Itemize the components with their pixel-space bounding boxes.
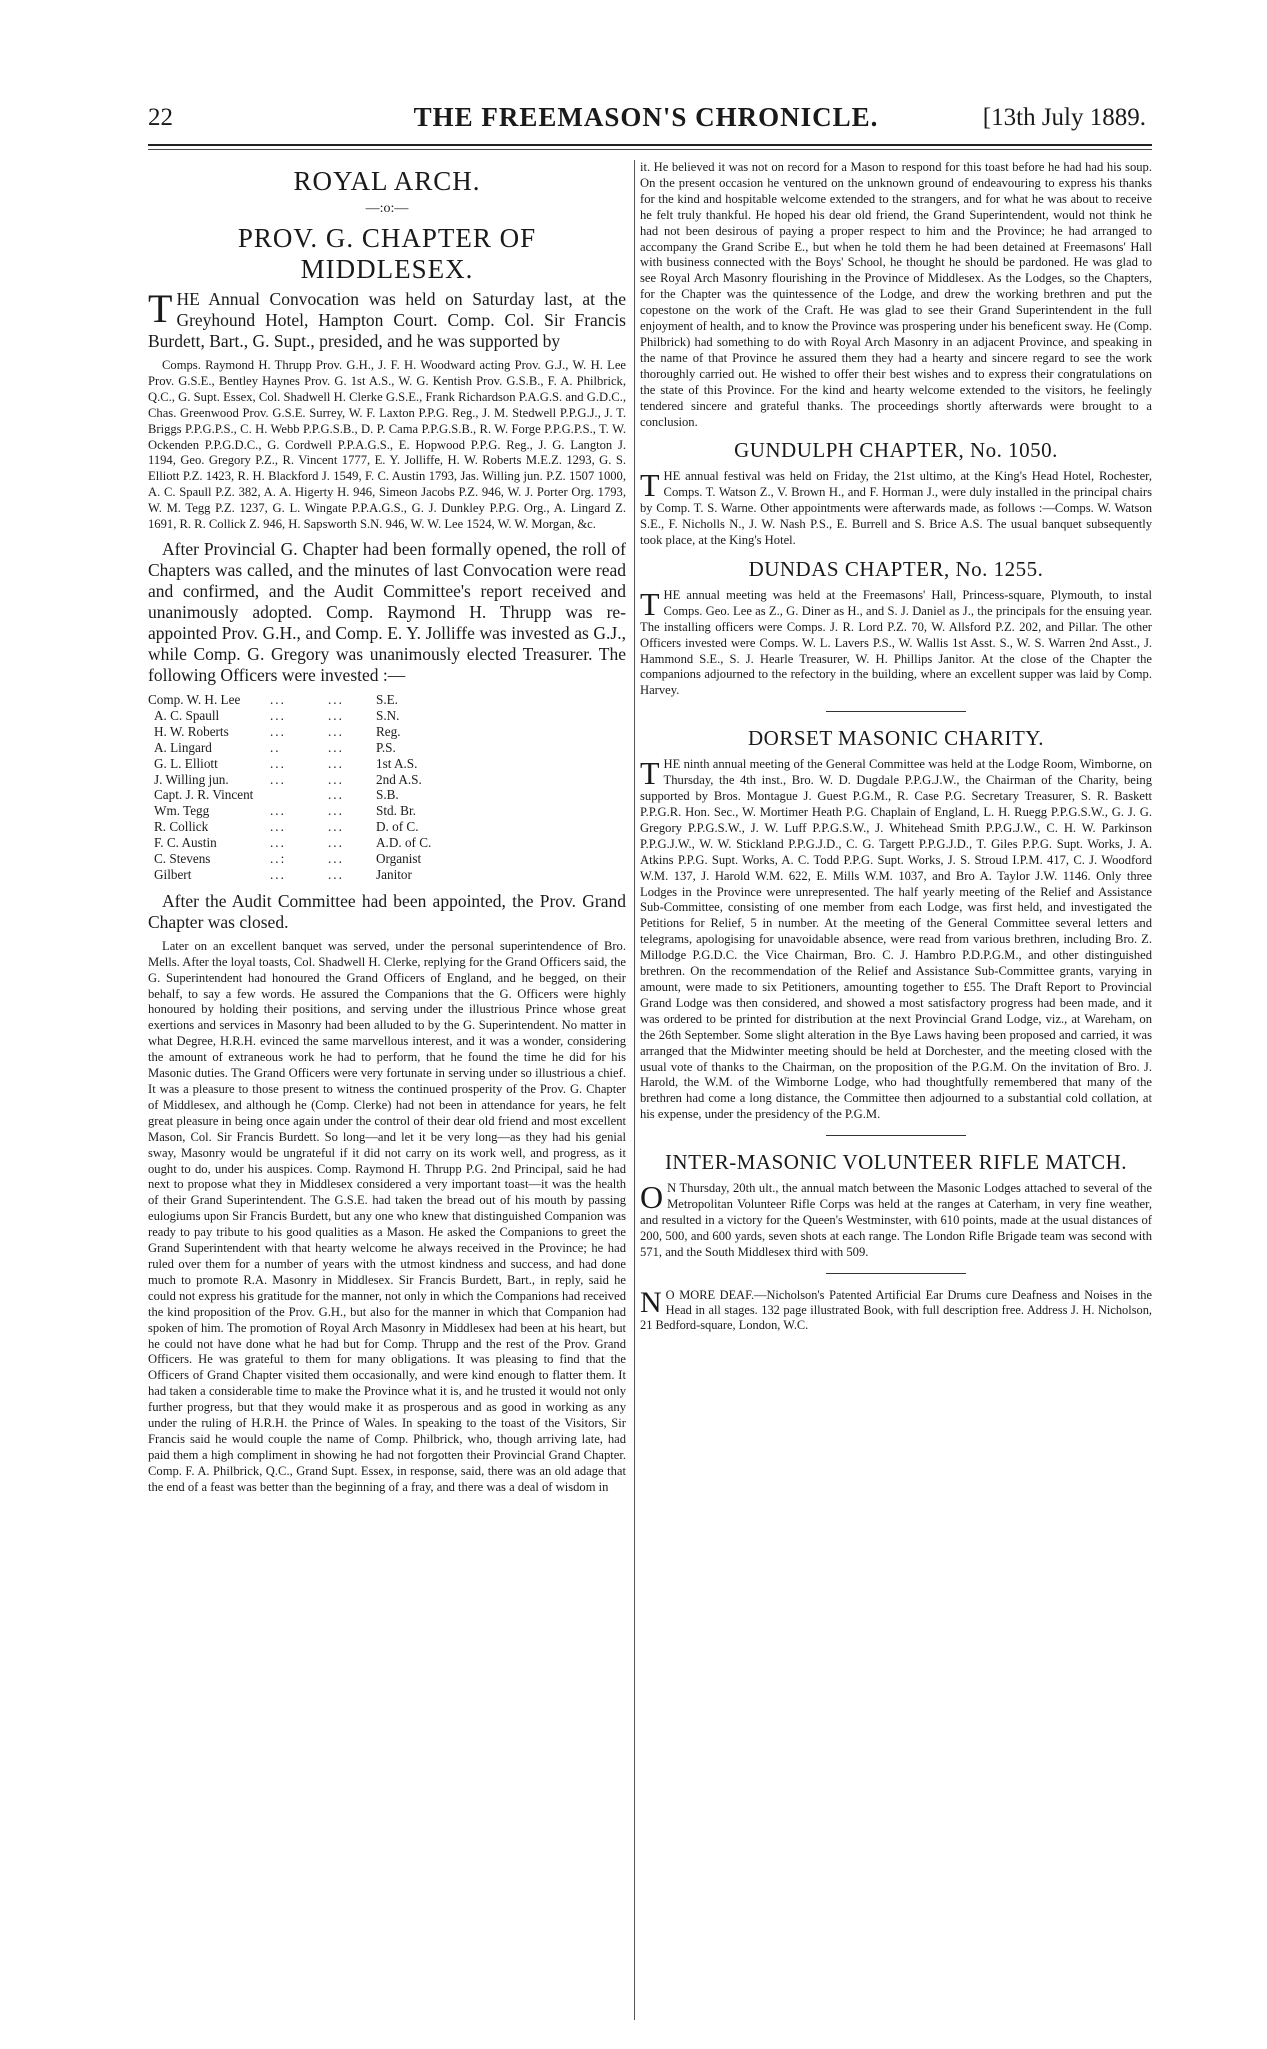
- chapter-proceedings: After Provincial G. Chapter had been formally opened, the roll of Chapters was called, and the minutes of last Convocation were read and confirmed, and the Audit Committee's report received and unanimously adopted. Comp. Raymond H. Thrupp was re-appointed Prov. G.H., and Comp. E. Y. Jolliffe was invested as G.J., while Comp. G. Gregory was unanimously elected Treasurer. The following Officers were invested :—: [148, 538, 626, 685]
- leader-dots: ...: [270, 803, 286, 819]
- officer-role: Std. Br.: [376, 803, 416, 819]
- officer-role: S.E.: [376, 691, 398, 707]
- dorset-report: [640, 757, 1152, 1123]
- article-title: PROV. G. CHAPTER OF MIDDLESEX.: [237, 223, 537, 284]
- drop-cap: T: [148, 286, 173, 331]
- banquet-report-continued: it. He believed it was not on record for a Mason to respond for this toast before he had had his soup. On the present occasion he ventured on the unknown ground of endeavouring to express his thanks for the kind and hospitable welcome extended to the strangers, and for what he was about to receive he felt truly thankful. He hoped his dear old friend, the Grand Superintendent, would not think he had not been desirous of paying a proper respect to him and the Province; he had arranged to accompany the Grand Scribe E., but when he told them he had been detained at Freemasons' Hall with business connected with the Boys' School, he thought he should be pardoned. He was glad to see Royal Arch Masonry flourishing in the Province of Middlesex. As the Lodges, so the Chapters, for the Chapter was the quintessence of the Lodge, and drew the working brethren and put the copestone on the work of the Craft. He was glad to see their Grand Superintendent in the full enjoyment of health, and to know the Province was prospering under his beneficent sway. He (Comp. Philbrick) had something to do with Royal Arch Masonry in an adjacent Province, and speaking in the name of that Province he assured them they had a hearty and sincere regard to see the work thoroughly carried out. He wished to offer their best wishes and to express their congratulations on the state of this Province. For the kind and hearty welcome extended to the visitors, he feelingly tendered sincere and grateful thanks. The proceedings shortly afterwards were brought to a conclusion.: [640, 160, 1152, 429]
- leader-dots: ...: [270, 755, 286, 771]
- left-column: [148, 160, 626, 1502]
- officers-table: [148, 692, 626, 883]
- leader-dots: ..: [270, 739, 281, 755]
- section-divider: [826, 1135, 966, 1136]
- page-number: 22: [148, 104, 173, 131]
- advertisement: [640, 1285, 1152, 1333]
- newspaper-title: THE FREEMASON'S CHRONICLE.: [413, 102, 879, 132]
- ornament: —:o:—: [365, 201, 409, 216]
- issue-date: [13th July 1889.: [982, 104, 1146, 131]
- leader-dots: ...: [328, 851, 344, 867]
- rifle-match-report: [640, 1181, 1152, 1261]
- officer-name: Capt. J. R. Vincent: [154, 787, 254, 803]
- masthead-rule: [148, 144, 1152, 146]
- leader-dots: ..:: [270, 851, 287, 867]
- officer-role: S.N.: [376, 707, 400, 723]
- leader-dots: ...: [328, 835, 344, 851]
- leader-dots: ...: [328, 803, 344, 819]
- officer-role: Reg.: [376, 723, 401, 739]
- officer-name: H. W. Roberts: [154, 723, 229, 739]
- section-title: ROYAL ARCH.: [293, 166, 481, 196]
- banquet-report: Later on an excellent banquet was served, under the personal superintendence of Bro. Mells. After the loyal toasts, Col. Shadwell H. Clerke, replying for the Grand Officers said, the G. Superintendent had honoured the Grand Officers of England, and he begged, on their behalf, to say a few words. He assured the Companions that the G. Officers were highly honoured by holding their positions, and serving under the illustrious Prince whose great exertions and services in Masonry had been alluded to by the G. Superintendent. No matter in what Degree, H.R.H. evinced the same marvellous interest, and it was a wonder, considering the amount of extraneous work he had to perform, that he found the time he did for his Masonic duties. The Grand Officers were very fortunate in serving under so illustrious a chief. It was a pleasure to those present to witness the continued prosperity of the Prov. G. Chapter of Middlesex, and although he (Comp. Clerke) had not been in attendance for years, he felt great pleasure in being once again under the control of their dear old friend and most excellent Mason, Col. Sir Francis Burdett. So long—and let it be very long—as they had his genial sway, Masonry would be ungrateful if it did not carry on its work well, and progress, as it ought to do, under his auspices. Comp. Raymond H. Thrupp P.G. 2nd Principal, said he had next to propose what they in Middlesex considered a very important toast—it was the health of their Grand Superintendent. The G.S.E. had taken the bread out of his mouth by passing eulogiums upon Sir Francis Burdett, but any one who knew that distinguished Companion was ready to pay tribute to his good qualities as a Mason. He asked the Companions to greet the Grand Superintendent with that hearty welcome he always received in the Province; he had ruled over them for a number of years with the utmost kindness and success, and had done much to promote R.A. Masonry in Middlesex. Sir Francis Burdett, Bart., in reply, said he could not express his gratitude for the manner, not only in which the Companions had received the kind proposition of the Prov. G.H., but also for the manner in which that Companion had spoken of him. The promotion of Royal Arch Masonry in Middlesex had been at his heart, but he could not have done what he had but for Comp. Thrupp and the rest of the Prov. Grand Officers. He was grateful to them for many obligations. It was pleasing to find that the Officers of Grand Chapter visited them occasionally, and were kind enough to flatter them. It had taken a considerable time to make the Province what it is, and he trusted it would not only further progress, but that they would make it as prosperous and as good in working as any under the ruling of H.R.H. the Prince of Wales. In speaking to the toast of the Visitors, Sir Francis said he would couple the name of Comp. Philbrick, who, though arriving late, had paid them a high compliment in showing he had not forgotten their Provincial Grand Chapter. Comp. F. A. Philbrick, Q.C., Grand Supt. Essex, in response, said, there was an old adage that the end of a feast was better than the beginning of a fray, and there was a deal of wisdom in: [148, 938, 626, 1494]
- drop-cap: T: [640, 585, 660, 622]
- leader-dots: ...: [270, 723, 286, 739]
- officer-row: [148, 851, 626, 867]
- leader-dots: ...: [328, 739, 344, 755]
- gundulph-text: HE annual festival was held on Friday, the 21st ultimo, at the King's Head Hotel, Rochester, Comps. T. Watson Z., V. Brown H., and F. Horman J., were duly installed in the principal chairs by Comp. T. S. Warne. Other appointments were afterwards made, as follows :—Comps. W. Watson S.E., F. Nicholls N., J. W. Nash P.S., E. Burrell and S. Brice A.S. The usual banquet subsequently took place, at the King's Hotel.: [640, 469, 1152, 548]
- leader-dots: ...: [328, 691, 344, 707]
- leader-dots: ...: [270, 707, 286, 723]
- column-divider: [634, 160, 635, 2020]
- dundas-text: HE annual meeting was held at the Freemasons' Hall, Princess-square, Plymouth, to instal Comps. Geo. Lee as Z., G. Diner as H., and S. J. Daniel as J., the principals for the ensuing year. The installing officers were Comps. J. R. Lord P.Z. 70, W. Allsford P.Z. 202, and Pillar. The other Officers invested were Comps. W. L. Lavers P.S., W. Wallis 1st Asst. S., W. S. Warren 2nd Asst., J. Hammond S.E., S. J. Hearle Treasurer, W. H. Phillips Janitor. At the close of the Chapter the companions adjourned to the refectory in the building, where an excellent supper was laid by Comp. Harvey.: [640, 587, 1152, 698]
- officer-role: P.S.: [376, 739, 396, 755]
- officer-row: [148, 835, 626, 851]
- officer-role: Janitor: [376, 866, 412, 882]
- officer-role: S.B.: [376, 787, 399, 803]
- officer-name: F. C. Austin: [154, 835, 217, 851]
- gundulph-title: GUNDULPH CHAPTER, No. 1050.: [734, 438, 1058, 463]
- officer-role: 2nd A.S.: [376, 771, 422, 787]
- officer-row: [148, 867, 626, 883]
- drop-cap: O: [640, 1179, 664, 1216]
- officer-row: [148, 803, 626, 819]
- rifle-match-title: INTER-MASONIC VOLUNTEER RIFLE MATCH.: [664, 1150, 1128, 1175]
- officer-name: A. C. Spaull: [154, 707, 220, 723]
- officer-row: [148, 787, 626, 803]
- officer-role: D. of C.: [376, 819, 419, 835]
- article-intro-text: HE Annual Convocation was held on Saturday last, at the Greyhound Hotel, Hampton Court. Comp. Col. Sir Francis Burdett, Bart., G. Supt., presided, and he was supported by: [148, 289, 626, 351]
- leader-dots: ...: [328, 723, 344, 739]
- leader-dots: ...: [270, 691, 286, 707]
- masthead: [140, 100, 1152, 140]
- article-intro: [148, 286, 626, 352]
- leader-dots: ...: [328, 771, 344, 787]
- dorset-title: DORSET MASONIC CHARITY.: [747, 726, 1044, 751]
- leader-dots: ...: [270, 771, 286, 787]
- officer-name: Gilbert: [154, 866, 192, 882]
- advertisement-text: O MORE DEAF.—Nicholson's Patented Artificial Ear Drums cure Deafness and Noises in the Head in all stages. 132 page illustrated Book, with full description free. Address J. H. Nicholson, 21 Bedford-square, London, W.C.: [640, 1287, 1152, 1332]
- officer-name: G. L. Elliott: [154, 755, 218, 771]
- officer-row: [148, 756, 626, 772]
- officer-row: [148, 724, 626, 740]
- leader-dots: ...: [328, 707, 344, 723]
- leader-dots: ...: [328, 755, 344, 771]
- dorset-text: HE ninth annual meeting of the General Committee was held at the Lodge Room, Wimborne, on Thursday, the 4th inst., Bro. W. D. Dugdale P.P.G.J.W., the Chairman of the Charity, being supported by Bros. Montague J. Guest P.G.M., R. Case P.G. Secretary Treasurer, S. R. Baskett P.P.G.R. Hon. Sec., W. Mortimer Heath P.G. Chaplain of England, L. H. Ruegg P.P.G.S.W., G. J. G. Gregory P.P.G.S.W., J. W. Luff P.P.G.S.W., J. Whitehead Smith P.P.G.J.W., C. H. W. Parkinson P.P.G.J.W., W. W. Stickland P.P.G.J.D., C. G. Targett P.P.G.J.D., T. Giles P.P.G. Supt. Works, J. A. Atkins P.P.G. Supt. Works, A. C. Todd P.P.G. Supt. Works, J. S. Stroud I.P.M. 417, C. J. Woodford W.M. 137, J. Harold W.M. 622, E. Mills W.M. 1037, and Bro A. Taylor J.W. 1146. Only three Lodges in the Province were unrepresented. The half yearly meeting of the Relief and Assistance Sub-Committee, consisting of one member from each Lodge, was first held, and investigated the Petitions for Relief, 5 in number. At the meeting of the General Committee several letters and telegrams, apologising for unavoidable absence, were read from various brethren, including Bro. Z. Millodge P.G.D.C. the Vice Chairman, Bro. C. J. Hambro P.D.P.G.M., and other distinguished brethren. On the recommendation of the Relief and Assistance Sub-Committee grants, varying in amount, were made to six Petitioners, amounting together to £55. The Draft Report to Provincial Grand Lodge was then considered, and showed a most satisfactory progress had been made, and it was ordered to be printed for distribution at the next Provincial Grand Lodge, viz., at Wareham, on the 26th September. Some slight alteration in the Bye Laws having been proposed and carried, it was arranged that the Midwinter meeting should be held at Dorchester, and the meeting closed with the usual vote of thanks to the Chairman, on the proposition of the P.G.M. On the invitation of Bro. J. Harold, the W.M. of the Wimborne Lodge, who had thoughtfully remembered that many of the brethren had come a long distance, the Committee then adjourned to a substantial cold collation, at his expense, under the presidency of the P.G.M.: [640, 757, 1152, 1122]
- rifle-match-text: N Thursday, 20th ult., the annual match between the Masonic Lodges attached to several of the Metropolitan Volunteer Rifle Corps was held at the ranges at Caterham, in very fine weather, and resulted in a victory for the Queen's Westminster, with 610 points, made at the usual distances of 200, 500, and 600 yards, seven shots at each range. The London Rifle Brigade team was second with 571, and the South Middlesex third with 509.: [640, 1181, 1152, 1259]
- officer-row: [148, 692, 626, 708]
- officer-row: [148, 708, 626, 724]
- officer-name: C. Stevens: [154, 851, 211, 867]
- officer-role: Organist: [376, 851, 422, 867]
- officer-name: A. Lingard: [154, 739, 212, 755]
- attendees-list: Comps. Raymond H. Thrupp Prov. G.H., J. F. H. Woodward acting Prov. G.J., W. H. Lee Prov. G.S.E., Bentley Haynes Prov. G. 1st A.S., W. G. Kentish Prov. G.S.B., F. A. Philbrick, Q.C., G. Supt. Essex, Col. Shadwell H. Clerke G.S.E., Frank Richardson P.A.G.S. and G.D.C., Chas. Greenwood Prov. G.S.E. Surrey, W. F. Laxton P.P.G. Reg., J. M. Stedwell P.P.G.J., J. T. Briggs P.P.G.P.S., C. H. Webb P.P.G.S.B., D. P. Cama P.P.G.S.B., R. W. Forge P.P.G.P.S., T. W. Ockenden P.P.G.D.C., G. Cordwell P.P.A.G.S., E. Hopwood P.P.G. Reg., J. G. Langton J. 1194, Geo. Gregory P.Z., R. Vincent 1777, E. Y. Jolliffe, H. W. Roberts M.E.Z. 1293, G. S. Elliott P.Z. 1423, R. H. Blackford J. 1549, F. C. Austin 1793, Jas. Willing jun. P.Z. 1507 1000, A. C. Spaull P.Z. 382, A. A. Higerty H. 946, Simeon Jacobs P.Z. 946, W. J. Porter Org. 1793, W. M. Tegg P.Z. 1237, G. L. Wingate P.P.A.G.S., G. J. Dunkley P.P.G. Org., A. Lingard Z. 1691, R. R. Collick Z. 946, H. Sapsworth S.N. 946, W. W. Lee 1524, W. W. Morgan, &c.: [148, 358, 626, 532]
- gundulph-report: [640, 469, 1152, 549]
- drop-cap: T: [640, 755, 660, 792]
- right-column: [640, 160, 1152, 1339]
- audit-paragraph: After the Audit Committee had been appointed, the Prov. Grand Chapter was closed.: [148, 890, 626, 932]
- masthead-rule-thin: [148, 149, 1152, 150]
- dundas-report: [640, 585, 1152, 699]
- leader-dots: ...: [328, 819, 344, 835]
- officer-row: [148, 819, 626, 835]
- leader-dots: ...: [328, 866, 344, 882]
- leader-dots: ...: [328, 787, 344, 803]
- officer-name: Wm. Tegg: [154, 803, 210, 819]
- officer-row: [148, 772, 626, 788]
- drop-cap: T: [640, 467, 660, 504]
- leader-dots: ...: [270, 835, 286, 851]
- officer-row: [148, 740, 626, 756]
- officer-name: J. Willing jun.: [154, 771, 229, 787]
- leader-dots: ...: [270, 819, 286, 835]
- section-divider: [826, 711, 966, 712]
- officer-name: Comp. W. H. Lee: [148, 691, 241, 707]
- officer-name: R. Collick: [154, 819, 209, 835]
- officer-role: A.D. of C.: [376, 835, 432, 851]
- leader-dots: ...: [270, 866, 286, 882]
- section-divider: [826, 1273, 966, 1274]
- dundas-title: DUNDAS CHAPTER, No. 1255.: [748, 556, 1044, 581]
- drop-cap: N: [640, 1285, 662, 1319]
- officer-role: 1st A.S.: [376, 755, 418, 771]
